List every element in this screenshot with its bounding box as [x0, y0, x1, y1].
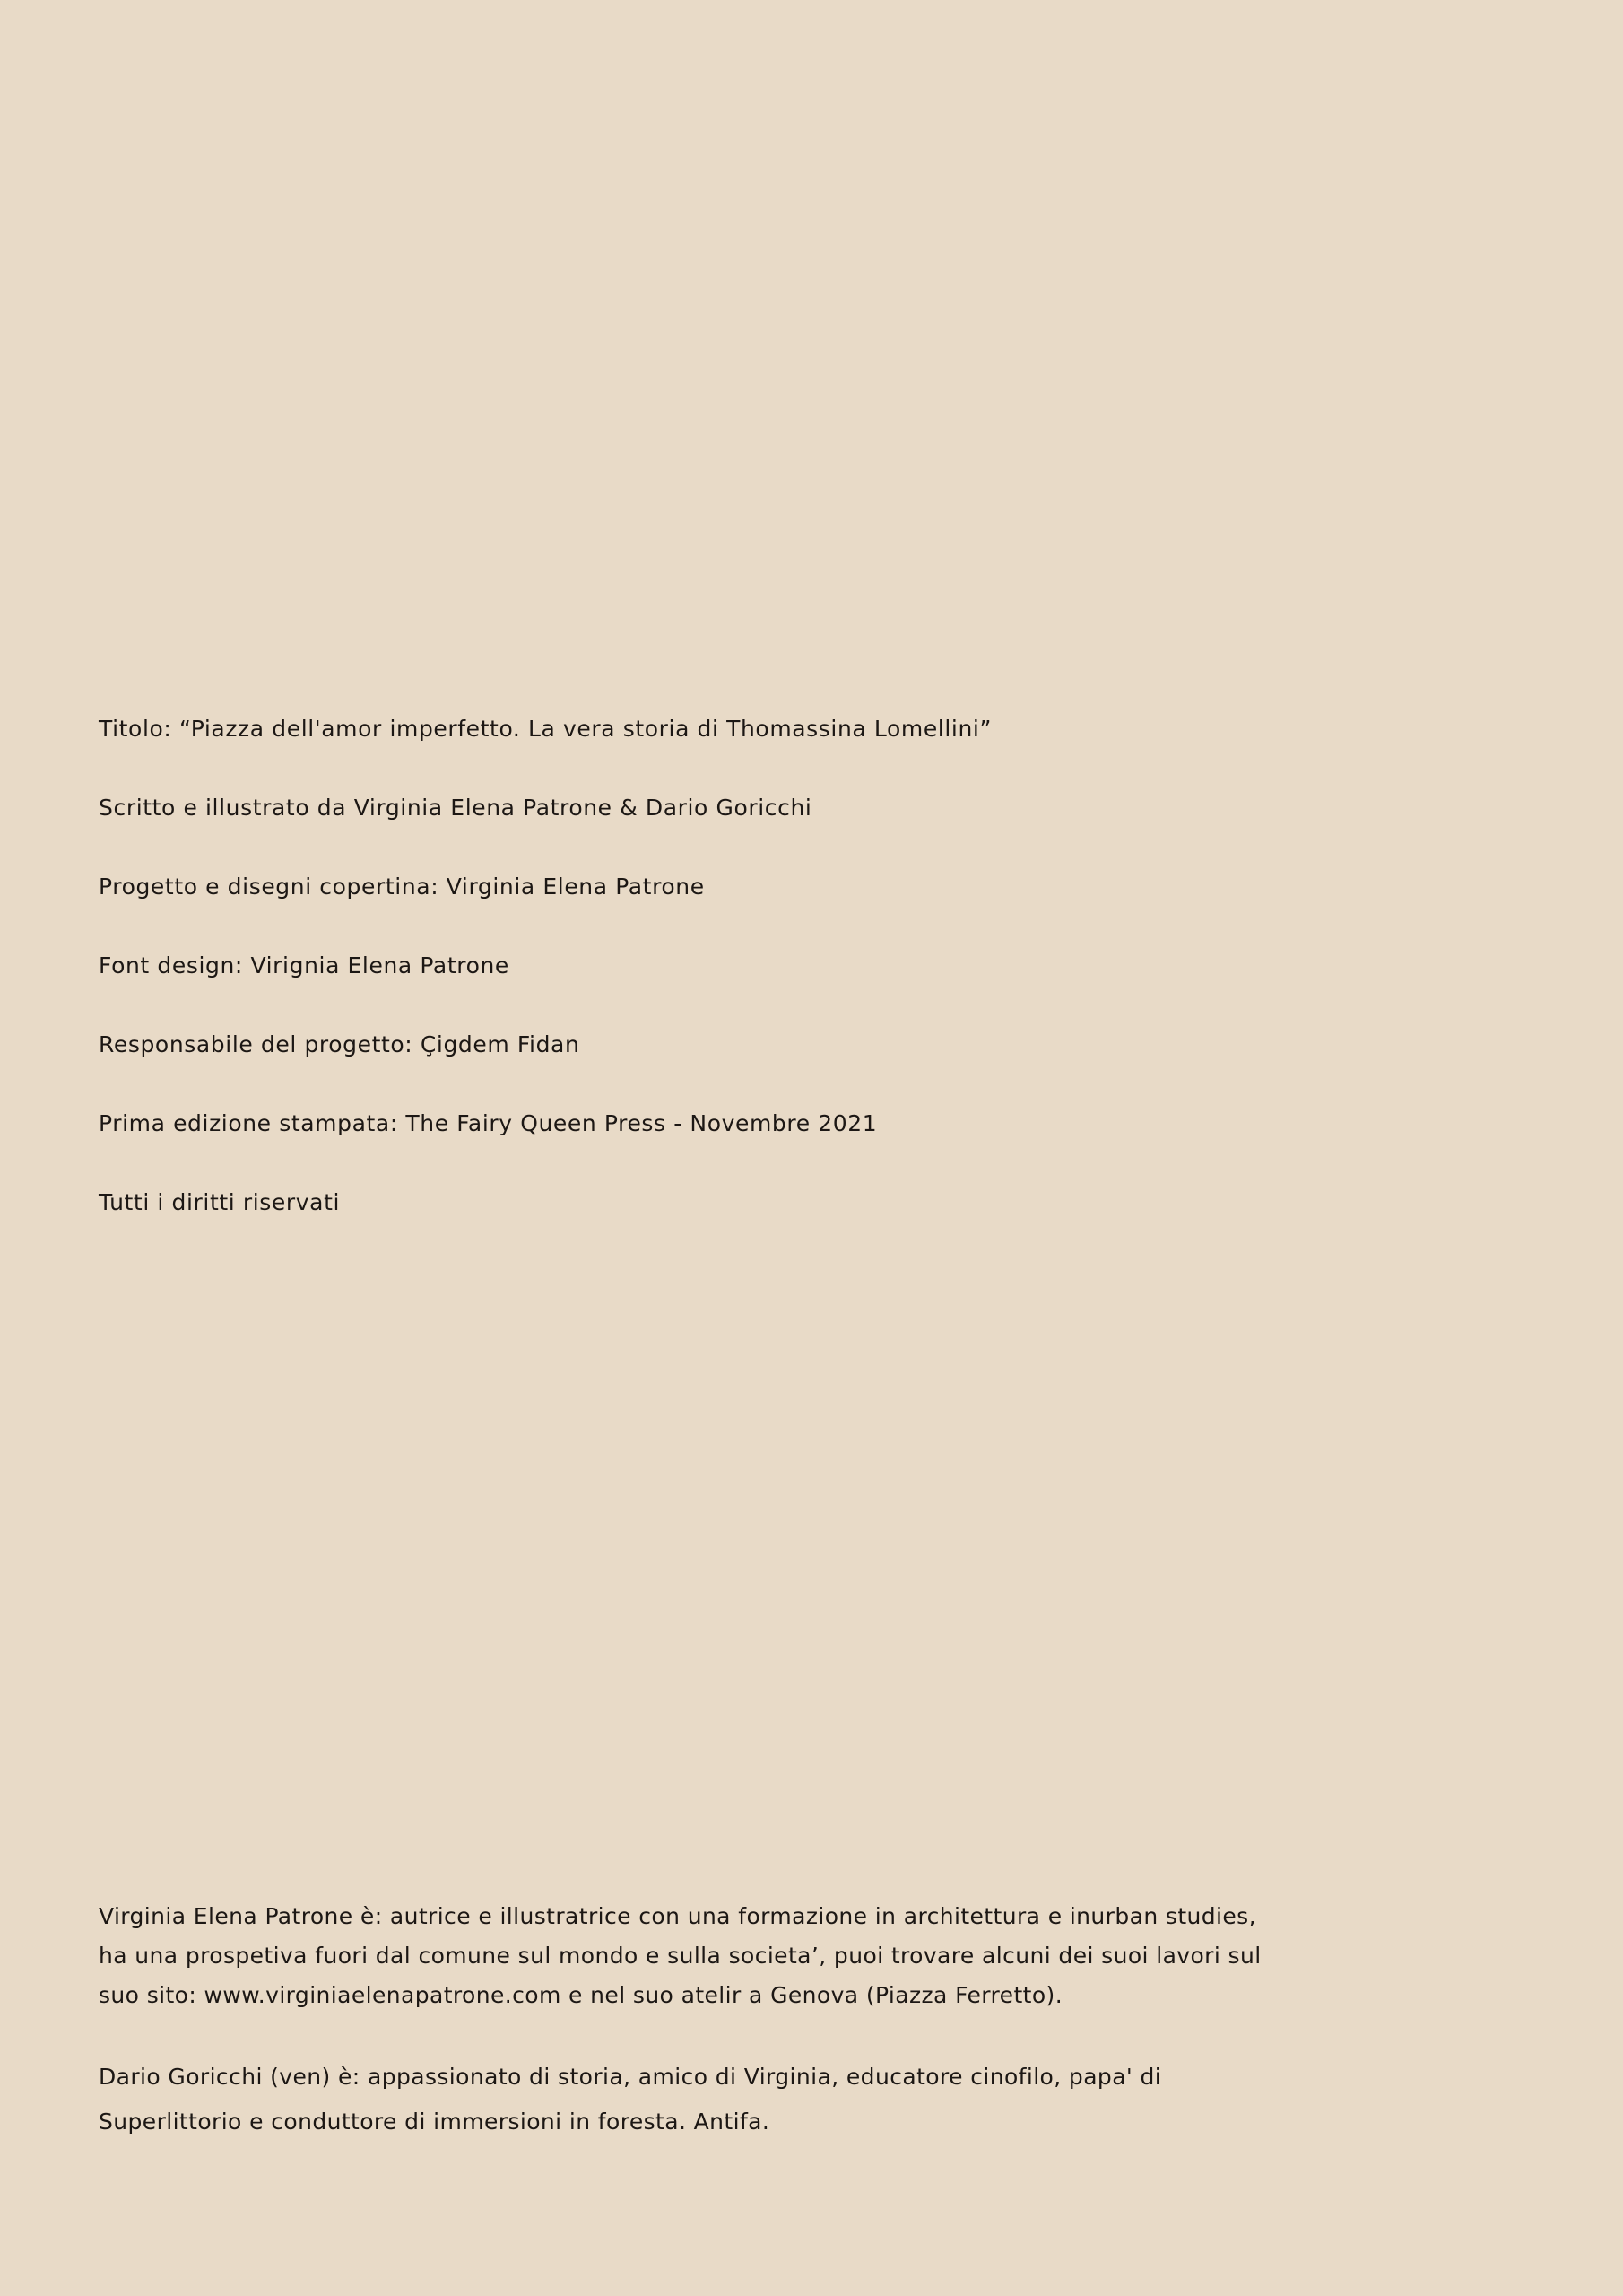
colophon-block [99, 713, 1444, 1265]
authors-line: Scritto e illustrato da Virginia Elena Patrone & Dario Goricchi [99, 795, 812, 821]
rights-line: Tutti i diritti riservati [99, 1189, 341, 1215]
edition-line: Prima edizione stampata: The Fairy Queen Press - Novembre 2021 [99, 1110, 878, 1136]
font-design-line: Font design: Virignia Elena Patrone [99, 952, 509, 978]
cover-design-line: Progetto e disegni copertina: Virginia Elena Patrone [99, 874, 705, 900]
author-bios [99, 1897, 1264, 2144]
project-manager-line: Responsabile del progetto: Çigdem Fidan [99, 1031, 580, 1057]
bio-virginia: Virginia Elena Patrone è: autrice e illustratrice con una formazione in architettura e inurban studies, ha una prospetiva fuori dal comune sul mondo e sulla societa’, puoi trovare alcuni dei suoi lavori sul suo sito: www.virginiaelenapatrone.com e nel suo atelir a Genova (Piazza Ferretto). [99, 1903, 1262, 2008]
title-line: Titolo: “Piazza dell'amor imperfetto. La vera storia di Thomassina Lomellini” [99, 716, 992, 742]
bio-dario: Dario Goricchi (ven) è: appassionato di storia, amico di Virginia, educatore cinofilo, papa' di Superlittorio e conduttore di immersioni in foresta. Antifa. [99, 2064, 1162, 2135]
